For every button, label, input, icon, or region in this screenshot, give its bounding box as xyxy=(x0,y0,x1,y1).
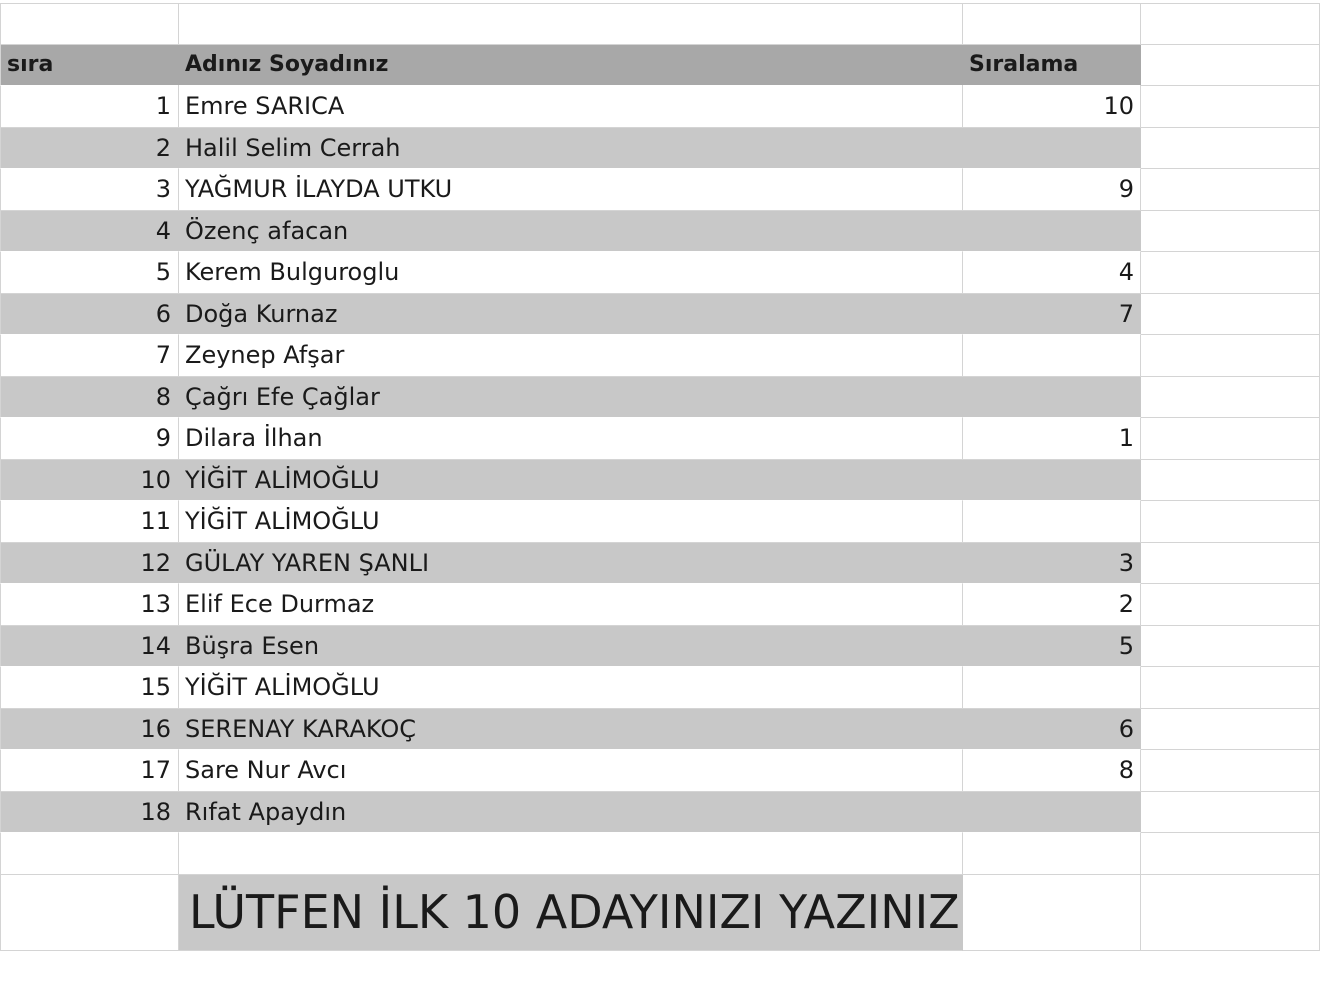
cell[interactable] xyxy=(1141,169,1320,211)
table-row xyxy=(0,252,1320,294)
ranking-cell[interactable]: 3 xyxy=(963,543,1141,585)
ranking-cell[interactable]: 2 xyxy=(963,584,1141,626)
table-row xyxy=(0,128,1320,170)
blank-row xyxy=(0,833,1320,875)
cell[interactable] xyxy=(1141,86,1320,128)
cell[interactable] xyxy=(1141,45,1320,87)
ranking-cell[interactable]: 7 xyxy=(963,294,1141,336)
header-cell-ranking[interactable]: Sıralama xyxy=(963,45,1141,87)
name-cell[interactable]: Elif Ece Durmaz xyxy=(179,584,963,626)
blank-row-top xyxy=(0,3,1320,45)
table-row xyxy=(0,377,1320,419)
cell[interactable] xyxy=(1141,792,1320,834)
cell[interactable] xyxy=(0,833,179,875)
table-row xyxy=(0,584,1320,626)
name-cell[interactable]: Çağrı Efe Çağlar xyxy=(179,377,963,419)
ranking-cell[interactable] xyxy=(963,792,1141,834)
ranking-cell[interactable]: 5 xyxy=(963,626,1141,668)
row-number-cell[interactable]: 1 xyxy=(0,86,179,128)
row-number-cell[interactable]: 16 xyxy=(0,709,179,751)
ranking-cell[interactable]: 9 xyxy=(963,169,1141,211)
cell[interactable] xyxy=(1141,875,1320,951)
cell[interactable] xyxy=(1141,750,1320,792)
ranking-cell[interactable] xyxy=(963,377,1141,419)
header-cell-name[interactable]: Adınız Soyadınız xyxy=(179,45,963,87)
name-cell[interactable]: Halil Selim Cerrah xyxy=(179,128,963,170)
cell[interactable] xyxy=(1141,626,1320,668)
row-number-cell[interactable]: 4 xyxy=(0,211,179,253)
cell[interactable] xyxy=(963,875,1141,951)
ranking-cell[interactable]: 10 xyxy=(963,86,1141,128)
ranking-cell[interactable] xyxy=(963,211,1141,253)
row-number-cell[interactable]: 13 xyxy=(0,584,179,626)
data-rows xyxy=(0,86,1320,833)
notice-text[interactable]: LÜTFEN İLK 10 ADAYINIZI YAZINIZ xyxy=(179,875,963,951)
table-row xyxy=(0,418,1320,460)
table-row xyxy=(0,335,1320,377)
table-row xyxy=(0,294,1320,336)
table-row xyxy=(0,86,1320,128)
name-cell[interactable]: Emre SARICA xyxy=(179,86,963,128)
header-cell-sira[interactable]: sıra xyxy=(0,45,179,87)
cell[interactable] xyxy=(963,833,1141,875)
ranking-cell[interactable] xyxy=(963,128,1141,170)
row-number-cell[interactable]: 12 xyxy=(0,543,179,585)
spreadsheet-grid xyxy=(0,3,1320,951)
name-cell[interactable]: Dilara İlhan xyxy=(179,418,963,460)
name-cell[interactable]: Sare Nur Avcı xyxy=(179,750,963,792)
row-number-cell[interactable]: 14 xyxy=(0,626,179,668)
cell[interactable] xyxy=(0,3,179,45)
row-number-cell[interactable]: 5 xyxy=(0,252,179,294)
row-number-cell[interactable]: 9 xyxy=(0,418,179,460)
ranking-cell[interactable]: 6 xyxy=(963,709,1141,751)
name-cell[interactable]: SERENAY KARAKOÇ xyxy=(179,709,963,751)
cell[interactable] xyxy=(179,833,963,875)
name-cell[interactable]: Büşra Esen xyxy=(179,626,963,668)
row-number-cell[interactable]: 15 xyxy=(0,667,179,709)
header-row xyxy=(0,45,1320,87)
cell[interactable] xyxy=(1141,211,1320,253)
cell[interactable] xyxy=(1141,584,1320,626)
row-number-cell[interactable]: 10 xyxy=(0,460,179,502)
ranking-cell[interactable]: 1 xyxy=(963,418,1141,460)
cell[interactable] xyxy=(1141,501,1320,543)
ranking-cell[interactable]: 4 xyxy=(963,252,1141,294)
table-row xyxy=(0,709,1320,751)
table-row xyxy=(0,626,1320,668)
table-row xyxy=(0,667,1320,709)
cell[interactable] xyxy=(1141,128,1320,170)
name-cell[interactable]: Rıfat Apaydın xyxy=(179,792,963,834)
table-row xyxy=(0,750,1320,792)
name-cell[interactable]: GÜLAY YAREN ŞANLI xyxy=(179,543,963,585)
name-cell[interactable]: Doğa Kurnaz xyxy=(179,294,963,336)
cell[interactable] xyxy=(963,3,1141,45)
cell[interactable] xyxy=(0,875,179,951)
table-row xyxy=(0,169,1320,211)
name-cell[interactable]: YAĞMUR İLAYDA UTKU xyxy=(179,169,963,211)
cell[interactable] xyxy=(1141,460,1320,502)
cell[interactable] xyxy=(1141,667,1320,709)
ranking-cell[interactable] xyxy=(963,460,1141,502)
ranking-cell[interactable] xyxy=(963,501,1141,543)
row-number-cell[interactable]: 7 xyxy=(0,335,179,377)
table-row xyxy=(0,543,1320,585)
ranking-cell[interactable] xyxy=(963,667,1141,709)
name-cell[interactable]: YİĞİT ALİMOĞLU xyxy=(179,460,963,502)
name-cell[interactable]: Kerem Bulguroglu xyxy=(179,252,963,294)
cell[interactable] xyxy=(1141,833,1320,875)
ranking-cell[interactable] xyxy=(963,335,1141,377)
cell[interactable] xyxy=(179,3,963,45)
table-row xyxy=(0,211,1320,253)
cell[interactable] xyxy=(1141,252,1320,294)
ranking-cell[interactable]: 8 xyxy=(963,750,1141,792)
cell[interactable] xyxy=(1141,377,1320,419)
row-number-cell[interactable]: 3 xyxy=(0,169,179,211)
table-row xyxy=(0,792,1320,834)
table-row xyxy=(0,460,1320,502)
row-number-cell[interactable]: 18 xyxy=(0,792,179,834)
row-number-cell[interactable]: 2 xyxy=(0,128,179,170)
cell[interactable] xyxy=(1141,3,1320,45)
name-cell[interactable]: YİĞİT ALİMOĞLU xyxy=(179,667,963,709)
row-number-cell[interactable]: 11 xyxy=(0,501,179,543)
row-number-cell[interactable]: 6 xyxy=(0,294,179,336)
table-row xyxy=(0,501,1320,543)
row-number-cell[interactable]: 8 xyxy=(0,377,179,419)
cell[interactable] xyxy=(1141,335,1320,377)
notice-row xyxy=(0,875,1320,951)
cell[interactable] xyxy=(1141,543,1320,585)
cell[interactable] xyxy=(1141,709,1320,751)
name-cell[interactable]: YİĞİT ALİMOĞLU xyxy=(179,501,963,543)
cell[interactable] xyxy=(1141,418,1320,460)
name-cell[interactable]: Özenç afacan xyxy=(179,211,963,253)
row-number-cell[interactable]: 17 xyxy=(0,750,179,792)
cell[interactable] xyxy=(1141,294,1320,336)
name-cell[interactable]: Zeynep Afşar xyxy=(179,335,963,377)
